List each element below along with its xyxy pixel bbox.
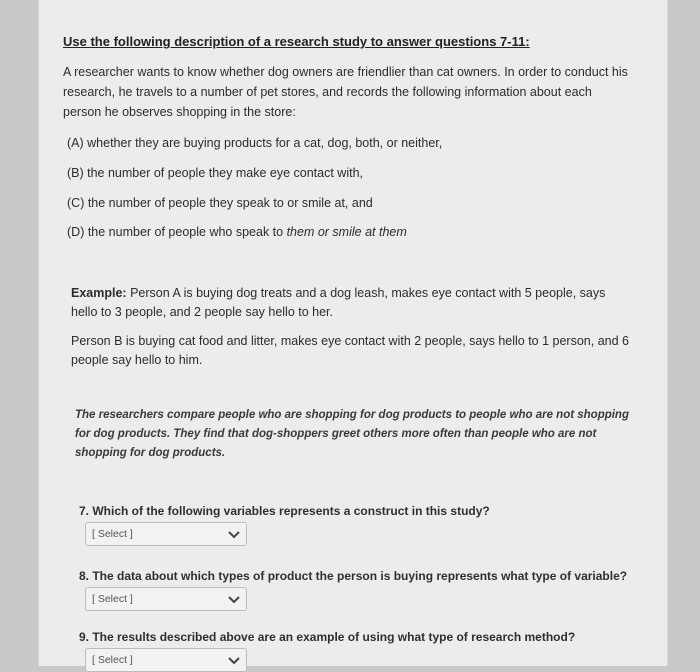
- chevron-down-icon: [228, 656, 240, 666]
- option-a: (A) whether they are buying products for a cat, dog, both, or neither,: [67, 136, 443, 150]
- question-9-text: 9. The results described above are an example of using what type of research method?: [79, 630, 576, 644]
- question-9-select[interactable]: [85, 648, 247, 672]
- option-d-emphasis: them or smile at them: [286, 225, 407, 239]
- question-9-select-value: [ Select ]: [92, 654, 133, 666]
- question-8-select-value: [ Select ]: [92, 593, 133, 605]
- example-person-a-text: Person A is buying dog treats and a dog leash, makes eye contact with 5 people, says hello to 3 people, and 2 people say hello to her.: [71, 286, 606, 319]
- question-7-select-value: [ Select ]: [92, 528, 133, 540]
- study-findings: The researchers compare people who are shopping for dog products to people who are not shopping for dog products. They find that dog-shoppers greet others more often than people who are not shopping for dog products.: [75, 409, 629, 459]
- option-b: (B) the number of people they make eye contact with,: [67, 166, 363, 180]
- study-description: A researcher wants to know whether dog owners are friendlier than cat owners. In order to conduct his research, he travels to a number of pet stores, and records the following information about each person he observes shopping in the store:: [63, 65, 628, 119]
- example-label: Example:: [71, 286, 127, 300]
- question-8-text: 8. The data about which types of product the person is buying represents what type of variable?: [79, 569, 628, 583]
- instructions-heading: Use the following description of a research study to answer questions 7-11:: [63, 34, 530, 49]
- question-8-select[interactable]: [85, 587, 247, 611]
- question-7-select[interactable]: [85, 522, 247, 546]
- option-c: (C) the number of people they speak to or smile at, and: [67, 196, 373, 210]
- option-d: [67, 225, 407, 239]
- quiz-page: [38, 0, 668, 666]
- chevron-down-icon: [228, 595, 240, 605]
- question-7-text: 7. Which of the following variables represents a construct in this study?: [79, 504, 490, 518]
- example-person-a: [71, 284, 631, 322]
- example-person-b: Person B is buying cat food and litter, makes eye contact with 2 people, says hello to 1 person, and 6 people say hello to him.: [71, 334, 629, 367]
- chevron-down-icon: [228, 530, 240, 540]
- option-d-text: (D) the number of people who speak to: [67, 225, 287, 239]
